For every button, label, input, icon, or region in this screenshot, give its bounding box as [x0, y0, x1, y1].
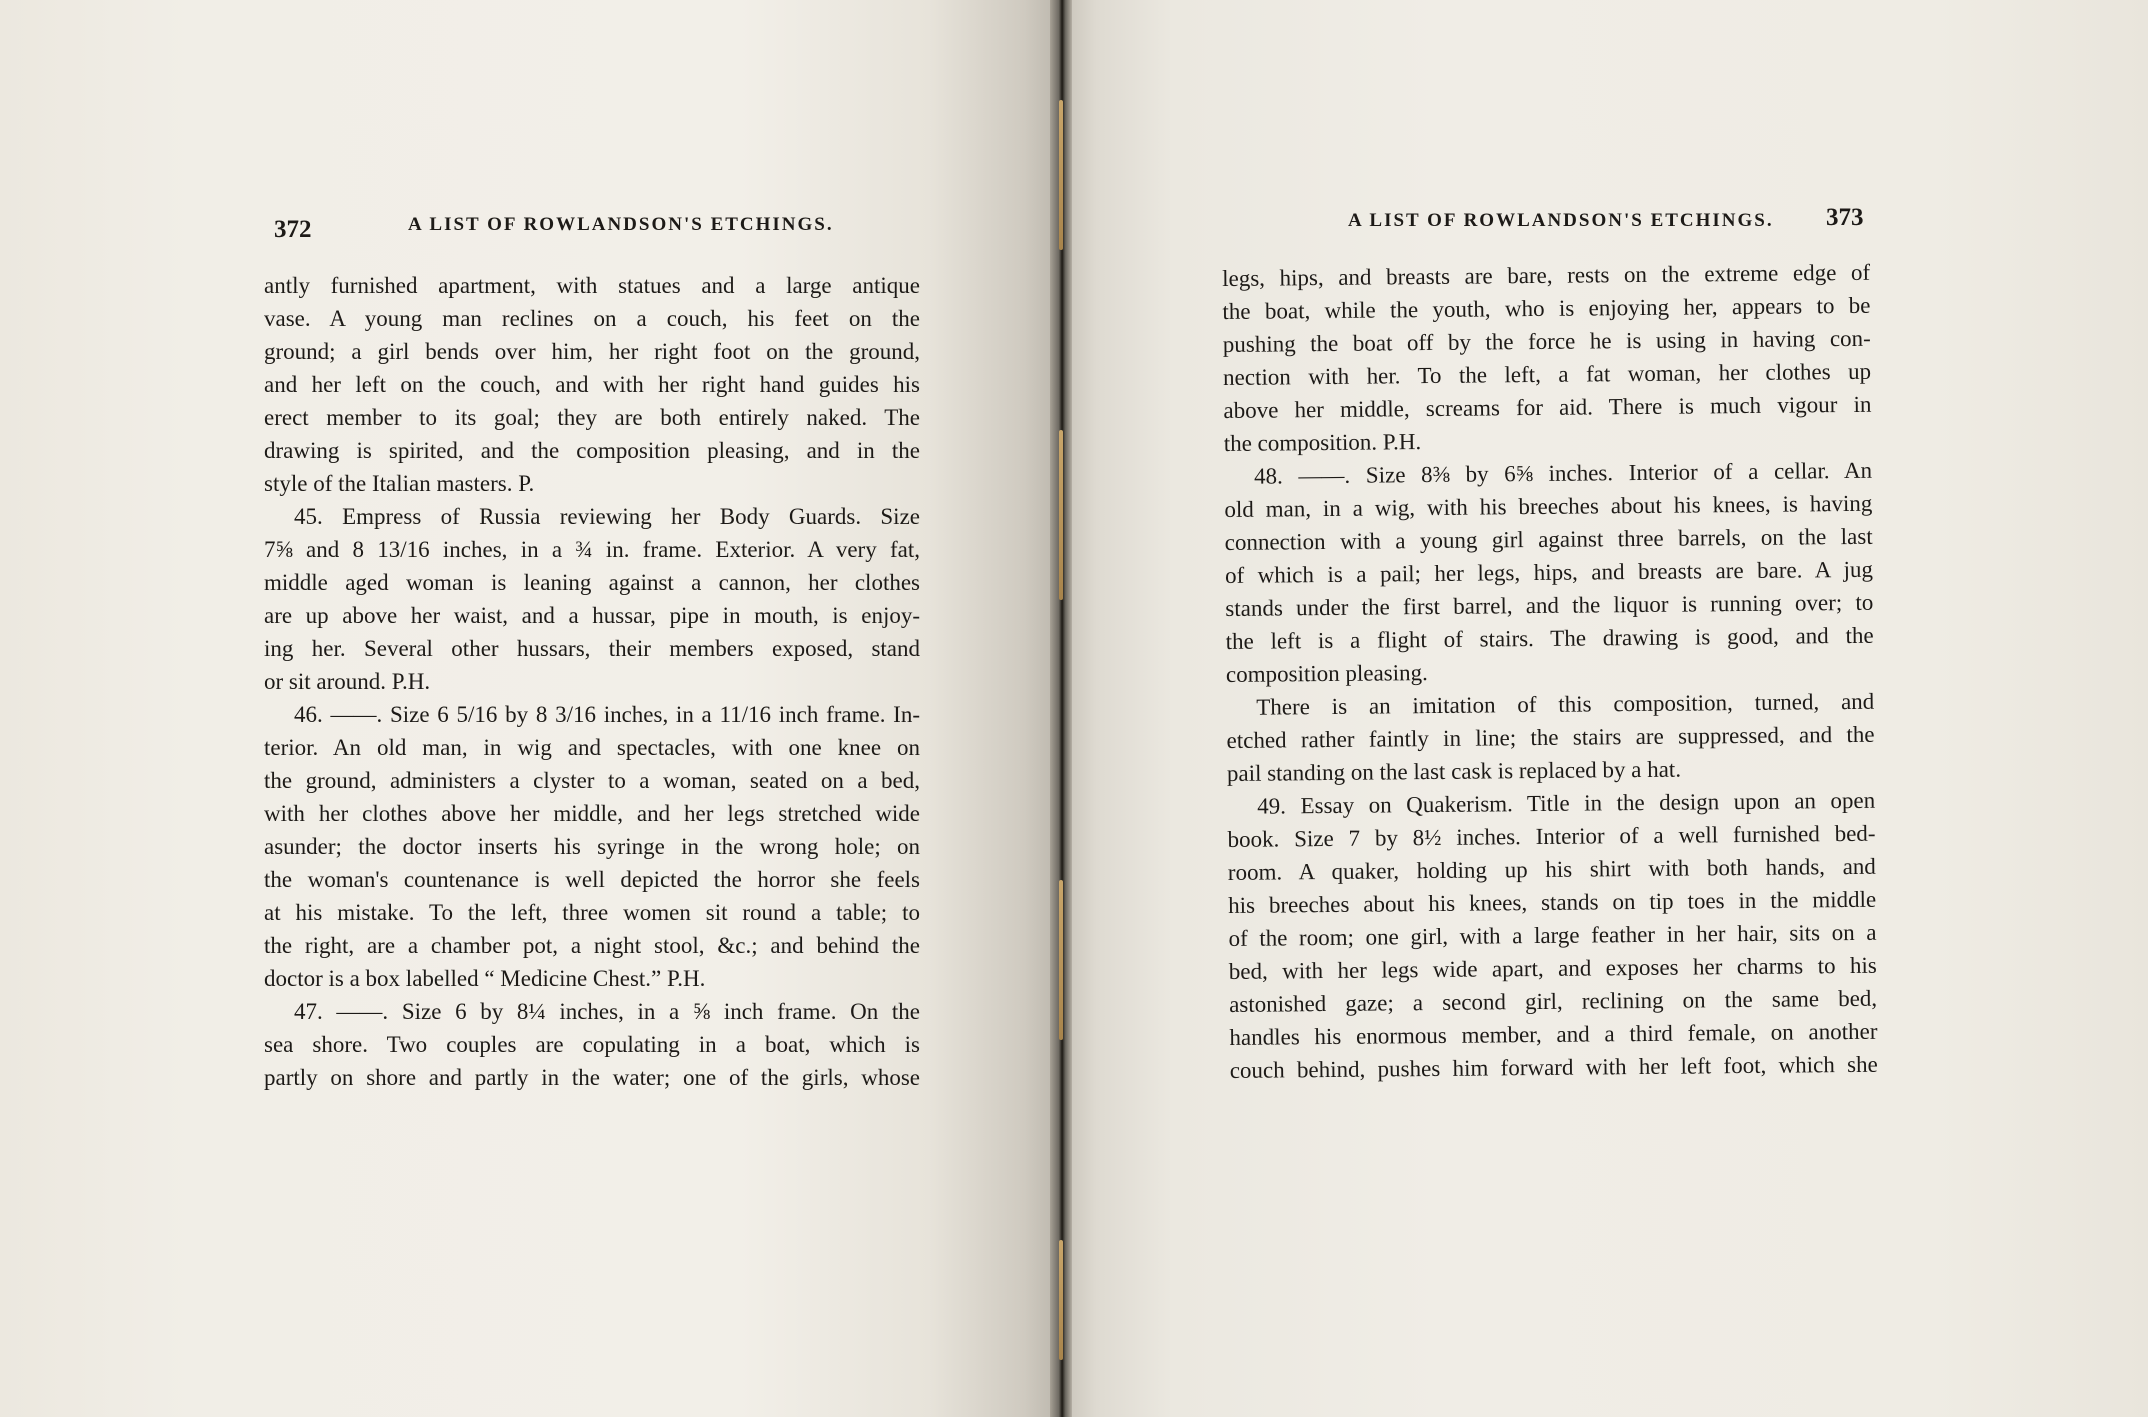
text-line: ing her. Several other hussars, their members exposed, stand: [264, 636, 920, 661]
running-head-right: A LIST OF ROWLANDSON'S ETCHINGS.: [1348, 210, 1774, 231]
text-line: partly on shore and partly in the water; one of the girls, whose: [264, 1065, 920, 1090]
left-page-text: [264, 269, 920, 1094]
text-line: 45. Empress of Russia reviewing her Body Guards. Size: [294, 504, 920, 529]
text-line: ground; a girl bends over him, her right foot on the ground,: [264, 339, 920, 364]
right-page: [1064, 0, 2148, 1417]
binding-thread: [1059, 100, 1063, 250]
binding-thread: [1059, 430, 1063, 600]
text-line: etched rather faintly in line; the stairs are suppressed, and the: [1226, 721, 1875, 753]
right-page-text: [1222, 256, 1878, 1087]
text-line: the woman's countenance is well depicted the horror she feels: [264, 867, 920, 892]
text-line: sea shore. Two couples are copulating in a boat, which is: [264, 1032, 920, 1057]
text-line: style of the Italian masters. P.: [264, 471, 535, 496]
text-line: erect member to its goal; they are both entirely naked. The: [264, 405, 920, 430]
text-line: the boat, while the youth, who is enjoying her, appears to be: [1222, 292, 1871, 324]
page-number-left: 372: [274, 216, 312, 243]
text-line: the composition. P.H.: [1223, 429, 1422, 456]
text-line: vase. A young man reclines on a couch, his feet on the: [264, 306, 920, 331]
text-line: nection with her. To the left, a fat woman, her clothes up: [1222, 358, 1872, 390]
text-line: composition pleasing.: [1225, 660, 1428, 687]
text-line: couch behind, pushes him forward with her left foot, which she: [1229, 1051, 1878, 1083]
text-line: 49. Essay on Quakerism. Title in the design upon an open: [1257, 787, 1876, 819]
running-head-left: A LIST OF ROWLANDSON'S ETCHINGS.: [408, 214, 834, 235]
text-line: of which is a pail; her legs, hips, and breasts are bare. A jug: [1224, 556, 1874, 588]
text-line: old man, in a wig, with his breeches about his knees, is having: [1224, 490, 1873, 522]
text-line: the left is a flight of stairs. The drawing is good, and the: [1225, 622, 1874, 654]
text-line: the ground, administers a clyster to a woman, seated on a bed,: [264, 768, 920, 793]
text-line: bed, with her legs wide apart, and exposes her charms to his: [1228, 952, 1877, 984]
binding-thread: [1059, 1240, 1063, 1360]
binding-thread: [1059, 880, 1063, 1040]
text-line: doctor is a box labelled “ Medicine Chest.” P.H.: [264, 966, 706, 991]
text-line: and her left on the couch, and with her right hand guides his: [264, 372, 920, 397]
text-line: pail standing on the last cask is replaced by a hat.: [1226, 756, 1682, 786]
text-line: handles his enormous member, and a third female, on another: [1229, 1018, 1878, 1050]
text-line: the right, are a chamber pot, a night stool, &c.; and behind the: [264, 933, 920, 958]
text-line: 7⅝ and 8 13/16 inches, in a ¾ in. frame. Exterior. A very fat,: [264, 537, 920, 562]
text-line: antly furnished apartment, with statues and a large antique: [264, 273, 920, 298]
text-line: with her clothes above her middle, and her legs stretched wide: [264, 801, 920, 826]
text-line: or sit around. P.H.: [264, 669, 431, 694]
text-line: drawing is spirited, and the composition pleasing, and in the: [264, 438, 920, 463]
text-line: middle aged woman is leaning against a cannon, her clothes: [264, 570, 920, 595]
text-line: terior. An old man, in wig and spectacles, with one knee on: [264, 735, 920, 760]
text-line: are up above her waist, and a hussar, pipe in mouth, is enjoy-: [264, 603, 920, 628]
text-line: 47. ——. Size 6 by 8¼ inches, in a ⅝ inch frame. On the: [294, 999, 920, 1024]
text-line: at his mistake. To the left, three women sit round a table; to: [264, 900, 920, 925]
text-line: There is an imitation of this composition, turned, and: [1256, 688, 1875, 720]
text-line: pushing the boat off by the force he is using in having con-: [1222, 325, 1871, 357]
text-line: room. A quaker, holding up his shirt with both hands, and: [1227, 853, 1876, 885]
text-line: his breeches about his knees, stands on tip toes in the middle: [1228, 886, 1877, 918]
text-line: connection with a young girl against three barrels, on the last: [1224, 523, 1873, 555]
text-line: 48. ——. Size 8⅜ by 6⅝ inches. Interior of a cellar. An: [1253, 457, 1873, 489]
text-line: astonished gaze; a second girl, reclining on the same bed,: [1229, 985, 1878, 1017]
text-line: asunder; the doctor inserts his syringe in the wrong hole; on: [264, 834, 920, 859]
text-line: stands under the first barrel, and the liquor is running over; to: [1225, 589, 1874, 621]
left-page: [0, 0, 1056, 1417]
text-line: legs, hips, and breasts are bare, rests on the extreme edge of: [1222, 259, 1871, 291]
text-line: book. Size 7 by 8½ inches. Interior of a well furnished bed-: [1227, 820, 1876, 852]
page-number-right: 373: [1826, 204, 1864, 231]
text-line: 46. ——. Size 6 5/16 by 8 3/16 inches, in a 11/16 inch frame. In-: [294, 702, 920, 727]
text-line: of the room; one girl, with a large feather in her hair, sits on a: [1228, 919, 1877, 951]
text-line: above her middle, screams for aid. There is much vigour in: [1223, 391, 1872, 423]
